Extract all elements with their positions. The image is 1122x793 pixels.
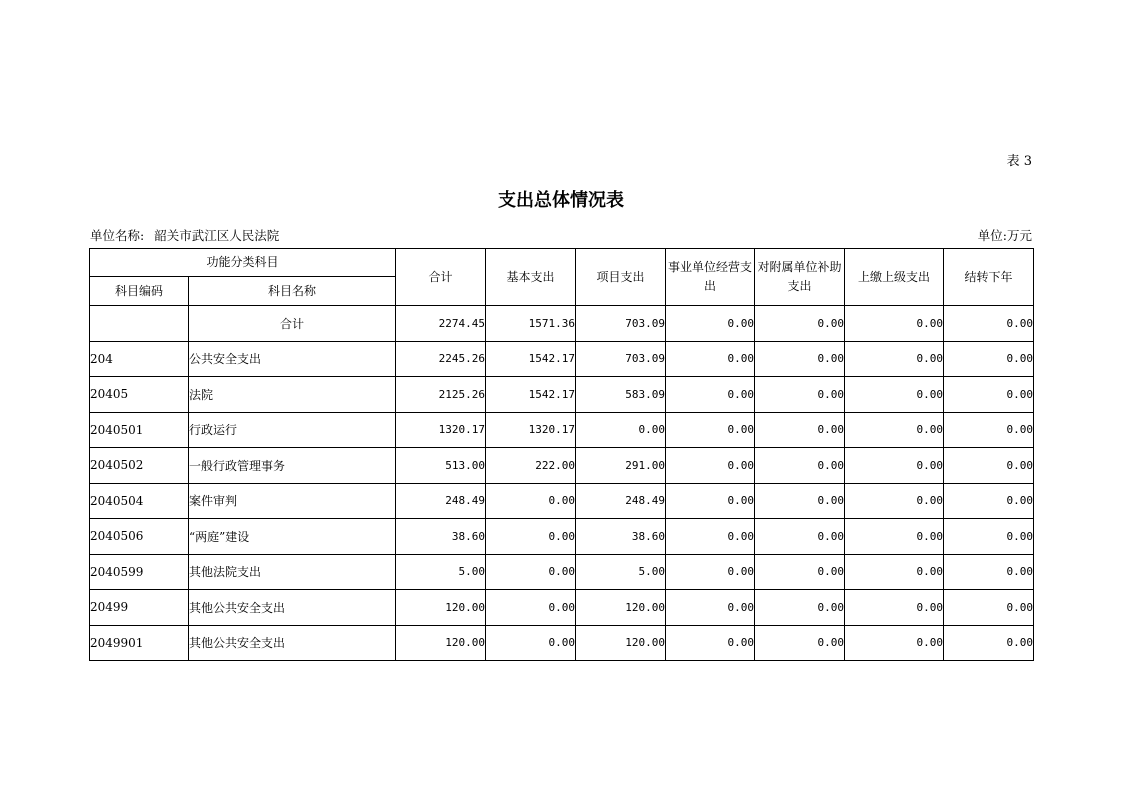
cell-subsidiary-subsidy: 0.00: [755, 519, 845, 555]
table-header: [90, 249, 1034, 306]
header-subject-name: 科目名称: [189, 277, 396, 306]
cell-carry-forward: 0.00: [944, 483, 1034, 519]
cell-business-expenditure: 0.00: [666, 519, 755, 555]
cell-upper-level-payment: 0.00: [845, 519, 944, 555]
table-row: [90, 483, 1034, 519]
header-total: 合计: [396, 249, 486, 306]
unit-name-label: 单位名称:: [90, 228, 145, 243]
cell-subject-code: 204: [90, 341, 189, 377]
cell-carry-forward: 0.00: [944, 590, 1034, 626]
cell-subsidiary-subsidy: 0.00: [755, 483, 845, 519]
cell-subject-name: 法院: [189, 377, 396, 413]
table-row: [90, 448, 1034, 484]
cell-subsidiary-subsidy: 0.00: [755, 306, 845, 342]
expenditure-table: [89, 248, 1034, 661]
cell-subject-name: 合计: [189, 306, 396, 342]
cell-total: 2274.45: [396, 306, 486, 342]
cell-upper-level-payment: 0.00: [845, 625, 944, 661]
cell-basic-expenditure: 0.00: [486, 625, 576, 661]
table-row: [90, 554, 1034, 590]
header-function-category: 功能分类科目: [90, 249, 396, 277]
cell-upper-level-payment: 0.00: [845, 590, 944, 626]
page-title: 支出总体情况表: [498, 190, 624, 211]
header-upper-level-payment: 上缴上级支出: [845, 249, 944, 306]
cell-total: 513.00: [396, 448, 486, 484]
cell-total: 120.00: [396, 625, 486, 661]
cell-subsidiary-subsidy: 0.00: [755, 377, 845, 413]
cell-business-expenditure: 0.00: [666, 625, 755, 661]
cell-subject-code: 2040504: [90, 483, 189, 519]
cell-subject-code: 2049901: [90, 625, 189, 661]
cell-upper-level-payment: 0.00: [845, 554, 944, 590]
header-project-expenditure: 项目支出: [576, 249, 666, 306]
cell-upper-level-payment: 0.00: [845, 306, 944, 342]
cell-subject-name: 案件审判: [189, 483, 396, 519]
cell-basic-expenditure: 0.00: [486, 554, 576, 590]
cell-total: 38.60: [396, 519, 486, 555]
table-row: [90, 377, 1034, 413]
cell-business-expenditure: 0.00: [666, 483, 755, 519]
cell-project-expenditure: 0.00: [576, 412, 666, 448]
cell-upper-level-payment: 0.00: [845, 412, 944, 448]
cell-project-expenditure: 5.00: [576, 554, 666, 590]
cell-subject-code: [90, 306, 189, 342]
cell-business-expenditure: 0.00: [666, 412, 755, 448]
cell-business-expenditure: 0.00: [666, 377, 755, 413]
table-row: [90, 590, 1034, 626]
cell-basic-expenditure: 1542.17: [486, 377, 576, 413]
cell-subject-code: 2040599: [90, 554, 189, 590]
cell-subject-name: 其他公共安全支出: [189, 590, 396, 626]
cell-business-expenditure: 0.00: [666, 554, 755, 590]
cell-carry-forward: 0.00: [944, 448, 1034, 484]
cell-project-expenditure: 38.60: [576, 519, 666, 555]
cell-carry-forward: 0.00: [944, 625, 1034, 661]
header-subsidiary-subsidy: 对附属单位补助支出: [755, 249, 845, 306]
cell-basic-expenditure: 0.00: [486, 590, 576, 626]
cell-basic-expenditure: 1320.17: [486, 412, 576, 448]
header-carry-forward: 结转下年: [944, 249, 1034, 306]
table-row: [90, 341, 1034, 377]
cell-total: 2125.26: [396, 377, 486, 413]
cell-project-expenditure: 120.00: [576, 625, 666, 661]
unit-name-value: 韶关市武江区人民法院: [154, 228, 280, 243]
cell-basic-expenditure: 0.00: [486, 519, 576, 555]
cell-subject-name: 公共安全支出: [189, 341, 396, 377]
cell-project-expenditure: 248.49: [576, 483, 666, 519]
cell-subject-name: 一般行政管理事务: [189, 448, 396, 484]
cell-subject-code: 2040502: [90, 448, 189, 484]
cell-business-expenditure: 0.00: [666, 341, 755, 377]
cell-basic-expenditure: 1571.36: [486, 306, 576, 342]
cell-business-expenditure: 0.00: [666, 448, 755, 484]
cell-carry-forward: 0.00: [944, 377, 1034, 413]
cell-basic-expenditure: 1542.17: [486, 341, 576, 377]
cell-carry-forward: 0.00: [944, 306, 1034, 342]
cell-total: 2245.26: [396, 341, 486, 377]
cell-total: 5.00: [396, 554, 486, 590]
table-row: [90, 625, 1034, 661]
cell-subsidiary-subsidy: 0.00: [755, 341, 845, 377]
unit-name: [90, 226, 279, 244]
cell-project-expenditure: 291.00: [576, 448, 666, 484]
cell-subject-code: 20499: [90, 590, 189, 626]
cell-subsidiary-subsidy: 0.00: [755, 625, 845, 661]
cell-subsidiary-subsidy: 0.00: [755, 412, 845, 448]
header-business-expenditure: 事业单位经营支出: [666, 249, 755, 306]
cell-basic-expenditure: 0.00: [486, 483, 576, 519]
cell-basic-expenditure: 222.00: [486, 448, 576, 484]
cell-upper-level-payment: 0.00: [845, 483, 944, 519]
cell-project-expenditure: 120.00: [576, 590, 666, 626]
cell-subject-code: 2040501: [90, 412, 189, 448]
cell-total: 1320.17: [396, 412, 486, 448]
cell-project-expenditure: 583.09: [576, 377, 666, 413]
cell-subject-name: “两庭”建设: [189, 519, 396, 555]
currency-unit: 单位:万元: [977, 228, 1032, 243]
cell-carry-forward: 0.00: [944, 519, 1034, 555]
cell-business-expenditure: 0.00: [666, 306, 755, 342]
cell-subsidiary-subsidy: 0.00: [755, 448, 845, 484]
cell-total: 120.00: [396, 590, 486, 626]
cell-subject-code: 2040506: [90, 519, 189, 555]
cell-subsidiary-subsidy: 0.00: [755, 590, 845, 626]
cell-project-expenditure: 703.09: [576, 341, 666, 377]
table-number: 表 3: [1006, 154, 1032, 169]
cell-project-expenditure: 703.09: [576, 306, 666, 342]
table-row: [90, 519, 1034, 555]
cell-carry-forward: 0.00: [944, 412, 1034, 448]
cell-total: 248.49: [396, 483, 486, 519]
cell-subject-name: 行政运行: [189, 412, 396, 448]
cell-subject-name: 其他法院支出: [189, 554, 396, 590]
cell-upper-level-payment: 0.00: [845, 448, 944, 484]
cell-subject-code: 20405: [90, 377, 189, 413]
total-row: [90, 306, 1034, 342]
header-subject-code: 科目编码: [90, 277, 189, 306]
table-body: [90, 306, 1034, 661]
cell-upper-level-payment: 0.00: [845, 341, 944, 377]
cell-carry-forward: 0.00: [944, 341, 1034, 377]
cell-subsidiary-subsidy: 0.00: [755, 554, 845, 590]
cell-business-expenditure: 0.00: [666, 590, 755, 626]
table-row: [90, 412, 1034, 448]
header-basic-expenditure: 基本支出: [486, 249, 576, 306]
cell-carry-forward: 0.00: [944, 554, 1034, 590]
cell-upper-level-payment: 0.00: [845, 377, 944, 413]
cell-subject-name: 其他公共安全支出: [189, 625, 396, 661]
